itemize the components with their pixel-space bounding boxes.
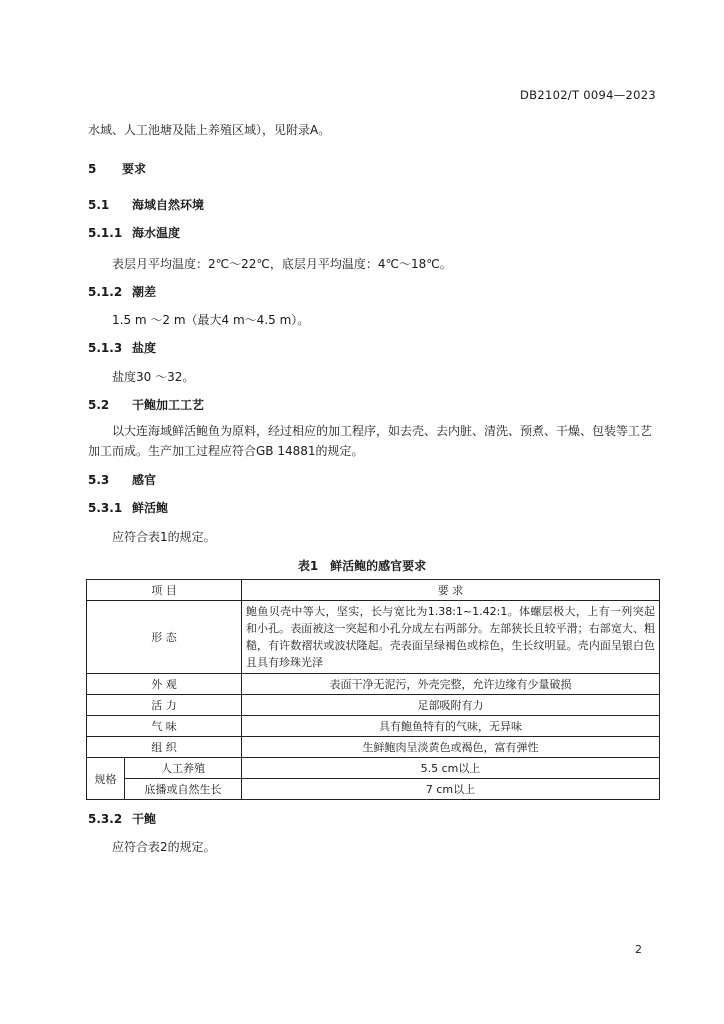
- row-sublabel-cultured: 人工养殖: [125, 758, 242, 779]
- section-5-1-3-heading: [88, 339, 156, 356]
- section-5-2-heading: [88, 396, 204, 413]
- tidal-range-text: 1.5 m ～2 m（最大4 m～4.5 m）。: [112, 313, 310, 327]
- section-5-3-heading: [88, 471, 156, 488]
- row-value-odor: 具有鲍鱼特有的气味，无异味: [242, 716, 660, 737]
- section-title: 盐度: [132, 341, 157, 355]
- section-title: 感官: [132, 473, 157, 487]
- table-caption-number: 表1: [297, 559, 319, 573]
- row-label-tissue: 组 织: [87, 737, 242, 758]
- section-title: 干鲍加工工艺: [132, 398, 205, 412]
- row-label-shape: 形 态: [87, 601, 242, 674]
- section-number: 5: [88, 162, 97, 176]
- table-row: [87, 737, 660, 758]
- row-value-vitality: 足部吸附有力: [242, 695, 660, 716]
- table-row: [87, 601, 660, 674]
- section-5-3-2-heading: [88, 810, 156, 827]
- page-number: 2: [635, 943, 642, 956]
- row-label-odor: 气 味: [87, 716, 242, 737]
- table-header-row: [87, 580, 660, 601]
- row-label-vitality: 活 力: [87, 695, 242, 716]
- row-value-tissue: 生鲜鲍肉呈淡黄色或褐色，富有弹性: [242, 737, 660, 758]
- table-row: [87, 716, 660, 737]
- processing-paragraph: 以大连海域鲜活鲍鱼为原料，经过相应的加工程序，如去壳、去内脏、清洗、预煮、干燥、包装等工艺加工而成。生产加工过程应符合GB 14881的规定。: [88, 424, 653, 458]
- section-number: 5.1: [88, 198, 110, 212]
- table-row: [87, 779, 660, 800]
- section-number: 5.1.2: [88, 285, 123, 299]
- row-label-appearance: 外 观: [87, 674, 242, 695]
- section-title: 海域自然环境: [132, 198, 205, 212]
- fresh-abalone-sensory-table: [86, 579, 660, 800]
- section-5-1-1-heading: [88, 224, 180, 241]
- table-row: [87, 695, 660, 716]
- section-title: 潮差: [132, 285, 157, 299]
- section-number: 5.3.1: [88, 501, 123, 515]
- section-number: 5.3: [88, 473, 110, 487]
- row-value-wild: 7 cm以上: [242, 779, 660, 800]
- intro-line: 水域、人工池塘及陆上养殖区域），见附录A。: [88, 123, 331, 137]
- section-number: 5.3.2: [88, 812, 123, 826]
- row-label-spec: 规格: [87, 758, 125, 800]
- table-header-requirement: 要 求: [242, 580, 660, 601]
- table-1-caption: [0, 557, 724, 574]
- table-row: [87, 758, 660, 779]
- section-5-heading: [88, 160, 146, 177]
- sea-temperature-text: 表层月平均温度：2℃～22℃，底层月平均温度：4℃～18℃。: [112, 257, 452, 271]
- row-value-appearance: 表面干净无泥污，外壳完整，允许边缘有少量破损: [242, 674, 660, 695]
- dried-abalone-ref-text: 应符合表2的规定。: [112, 840, 216, 854]
- section-title: 干鲍: [132, 812, 157, 826]
- table-header-item: 项 目: [87, 580, 242, 601]
- section-5-1-heading: [88, 196, 204, 213]
- section-number: 5.1.1: [88, 226, 123, 240]
- fresh-abalone-ref-text: 应符合表1的规定。: [112, 530, 216, 544]
- section-title: 要求: [122, 162, 147, 176]
- row-value-cultured: 5.5 cm以上: [242, 758, 660, 779]
- section-number: 5.2: [88, 398, 110, 412]
- section-5-3-1-heading: [88, 499, 168, 516]
- row-sublabel-wild: 底播或自然生长: [125, 779, 242, 800]
- table-row: [87, 674, 660, 695]
- row-value-shape: 鲍鱼贝壳中等大，坚实，长与宽比为1.38:1~1.42:1。体螺层极大，上有一列突起和小孔。表面被这一突起和小孔分成左右两部分。左部狭长且较平滑；右部宽大、粗糙，有许数褶状或波状隆起。壳表面呈绿褐色或棕色，生长纹明显。壳内面呈银白色且具有珍珠光泽: [242, 601, 660, 674]
- section-title: 海水温度: [132, 226, 181, 240]
- salinity-text: 盐度30 ～32。: [112, 370, 195, 384]
- section-5-1-2-heading: [88, 283, 156, 300]
- section-title: 鲜活鲍: [132, 501, 169, 515]
- table-caption-title: 鲜活鲍的感官要求: [330, 559, 427, 573]
- header-doc-code: DB2102/T 0094—2023: [520, 88, 656, 102]
- section-number: 5.1.3: [88, 341, 123, 355]
